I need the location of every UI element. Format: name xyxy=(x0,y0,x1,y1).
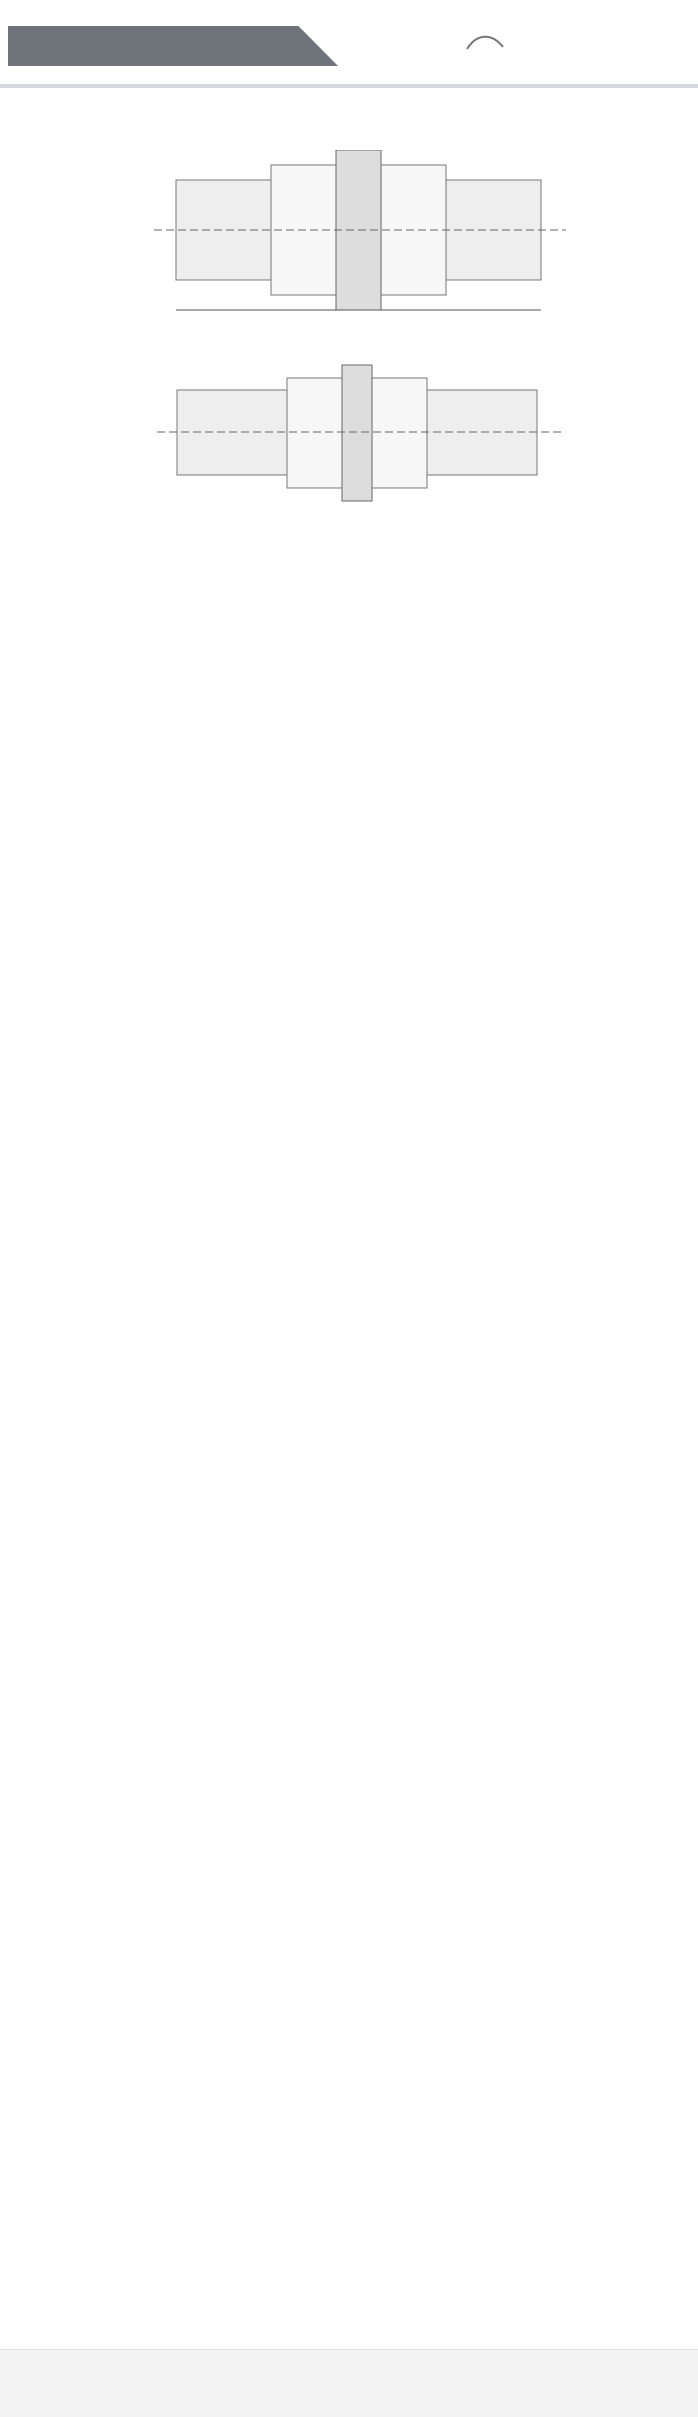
company-logo-mark xyxy=(464,32,506,56)
page-header xyxy=(0,0,698,88)
coupling-diagram-bottom xyxy=(142,360,572,510)
page-footer xyxy=(0,2349,698,2417)
company-logo xyxy=(464,32,684,72)
section-tab xyxy=(8,26,338,66)
coupling-diagram-top xyxy=(136,150,581,340)
